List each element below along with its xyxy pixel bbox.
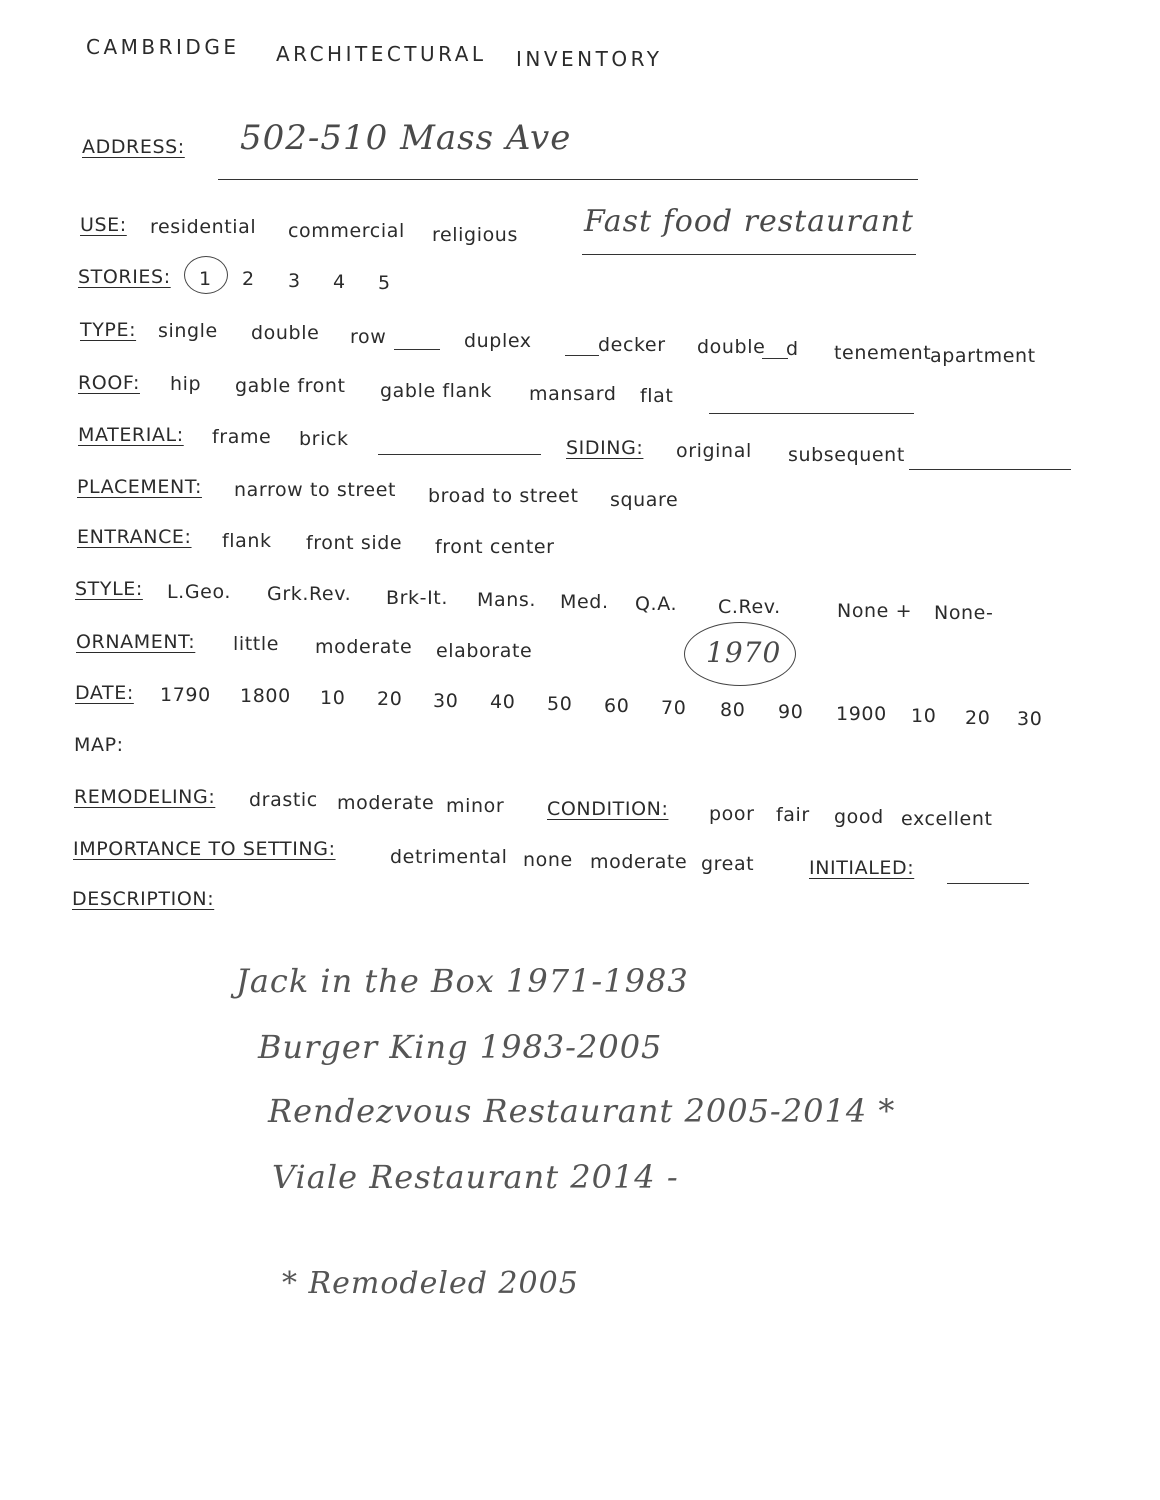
entrance-option-front-center[interactable]: front center [435, 536, 555, 558]
material-other-line [378, 454, 541, 455]
entrance-option-front-side[interactable]: front side [306, 532, 403, 554]
description-line-3: Rendezvous Restaurant 2005-2014 * [268, 1092, 896, 1130]
date-option-40[interactable]: 40 [490, 691, 516, 713]
importance-option-detrimental[interactable]: detrimental [390, 846, 508, 868]
date-option-50[interactable]: 50 [547, 693, 573, 715]
description-line-2: Burger King 1983-2005 [258, 1028, 663, 1066]
ornament-option-moderate[interactable]: moderate [315, 636, 413, 658]
remodeling-option-minor[interactable]: minor [446, 795, 505, 817]
entrance-option-flank[interactable]: flank [222, 530, 272, 552]
use-option-residential[interactable]: residential [150, 216, 257, 238]
use-label: USE: [80, 214, 127, 236]
type-double-d-blank [762, 358, 788, 359]
address-line [218, 179, 918, 180]
description-line-4: Viale Restaurant 2014 - [272, 1158, 679, 1196]
siding-option-subsequent[interactable]: subsequent [788, 444, 905, 466]
roof-option-hip[interactable]: hip [170, 373, 202, 395]
placement-option-square[interactable]: square [610, 489, 679, 511]
date-option-70[interactable]: 70 [661, 697, 687, 719]
stories-label: STORIES: [78, 266, 171, 288]
type-option-double[interactable]: double [251, 322, 320, 344]
entrance-label: ENTRANCE: [77, 526, 192, 548]
roof-other-line [709, 413, 914, 414]
siding-label: SIDING: [566, 437, 644, 459]
roof-option-flat[interactable]: flat [640, 385, 674, 407]
condition-option-excellent[interactable]: excellent [901, 808, 993, 830]
date-option-90[interactable]: 90 [778, 701, 804, 723]
type-option-single[interactable]: single [158, 320, 218, 342]
roof-label: ROOF: [78, 372, 140, 394]
date-option-1930[interactable]: 30 [1017, 708, 1043, 730]
description-footnote: * Remodeled 2005 [282, 1266, 579, 1301]
form-title-inventory: INVENTORY [516, 47, 663, 71]
placement-option-narrow[interactable]: narrow to street [234, 479, 397, 501]
description-line-1: Jack in the Box 1971-1983 [236, 962, 689, 1000]
form-title-cambridge: CAMBRIDGE [86, 35, 240, 59]
siding-option-original[interactable]: original [676, 440, 752, 462]
date-option-1790[interactable]: 1790 [160, 684, 211, 706]
placement-option-broad[interactable]: broad to street [428, 485, 579, 507]
stories-option-1[interactable]: 1 [199, 268, 212, 290]
placement-label: PLACEMENT: [77, 476, 202, 498]
importance-option-moderate[interactable]: moderate [590, 851, 688, 873]
style-option-grkrev[interactable]: Grk.Rev. [267, 583, 352, 605]
importance-option-none[interactable]: none [523, 849, 573, 871]
condition-option-good[interactable]: good [834, 806, 884, 828]
material-option-brick[interactable]: brick [299, 428, 349, 450]
stories-option-4[interactable]: 4 [333, 271, 346, 293]
ornament-option-little[interactable]: little [233, 633, 280, 655]
style-option-crev[interactable]: C.Rev. [718, 596, 781, 618]
condition-label: CONDITION: [547, 798, 669, 820]
remodeling-option-drastic[interactable]: drastic [249, 789, 318, 811]
condition-option-poor[interactable]: poor [709, 803, 755, 825]
address-label: ADDRESS: [82, 136, 185, 158]
handwritten-date[interactable]: 1970 [706, 636, 782, 669]
date-option-1920[interactable]: 20 [965, 707, 991, 729]
date-option-1900[interactable]: 1900 [836, 703, 887, 725]
date-option-10[interactable]: 10 [320, 687, 346, 709]
style-option-lgeo[interactable]: L.Geo. [167, 581, 231, 603]
type-option-apartment[interactable]: apartment [930, 345, 1036, 367]
type-label: TYPE: [80, 319, 137, 341]
remodeling-option-moderate[interactable]: moderate [337, 792, 435, 814]
roof-option-gable-flank[interactable]: gable flank [380, 380, 493, 402]
style-label: STYLE: [75, 578, 143, 600]
date-option-1800[interactable]: 1800 [240, 685, 291, 707]
map-label: MAP: [74, 734, 124, 756]
type-row-blank [394, 349, 440, 350]
date-option-30[interactable]: 30 [433, 690, 459, 712]
stories-option-5[interactable]: 5 [378, 272, 391, 294]
type-option-decker[interactable]: decker [598, 334, 666, 356]
siding-other-line [909, 469, 1071, 470]
type-option-tenement[interactable]: tenement [834, 342, 932, 364]
use-option-commercial[interactable]: commercial [288, 220, 405, 242]
remodeling-label: REMODELING: [74, 786, 216, 808]
roof-option-gable-front[interactable]: gable front [235, 375, 346, 397]
address-value[interactable]: 502-510 Mass Ave [240, 118, 572, 158]
type-option-double-d[interactable]: double [697, 336, 766, 358]
type-option-duplex[interactable]: duplex [464, 330, 532, 352]
style-option-mans[interactable]: Mans. [477, 589, 537, 611]
importance-option-great[interactable]: great [701, 853, 755, 875]
roof-option-mansard[interactable]: mansard [529, 383, 617, 405]
ornament-option-elaborate[interactable]: elaborate [436, 640, 533, 662]
style-option-med[interactable]: Med. [560, 591, 609, 613]
description-label: DESCRIPTION: [72, 888, 215, 910]
date-option-1910[interactable]: 10 [911, 705, 937, 727]
use-handwritten-value[interactable]: Fast food restaurant [584, 204, 914, 239]
importance-label: IMPORTANCE TO SETTING: [73, 838, 336, 860]
material-option-frame[interactable]: frame [212, 426, 272, 448]
stories-option-3[interactable]: 3 [288, 270, 301, 292]
use-other-line [582, 254, 916, 255]
date-option-20[interactable]: 20 [377, 688, 403, 710]
style-option-qa[interactable]: Q.A. [635, 593, 678, 615]
form-title-architectural: ARCHITECTURAL [276, 42, 487, 66]
material-label: MATERIAL: [78, 424, 184, 446]
initialed-label: INITIALED: [809, 857, 915, 879]
initialed-line[interactable] [947, 883, 1029, 884]
type-decker-blank [565, 355, 599, 356]
style-option-brkit[interactable]: Brk-It. [386, 587, 448, 609]
date-option-60[interactable]: 60 [604, 695, 630, 717]
ornament-label: ORNAMENT: [76, 631, 196, 653]
condition-option-fair[interactable]: fair [776, 804, 810, 826]
stories-option-2[interactable]: 2 [242, 268, 255, 290]
date-option-80[interactable]: 80 [720, 699, 746, 721]
date-label: DATE: [75, 682, 134, 704]
style-option-none-plus[interactable]: None + [837, 600, 913, 622]
style-option-none-minus[interactable]: None- [934, 602, 994, 624]
use-option-religious[interactable]: religious [432, 224, 518, 246]
type-option-row[interactable]: row [350, 326, 387, 348]
type-option-d[interactable]: d [786, 338, 799, 360]
